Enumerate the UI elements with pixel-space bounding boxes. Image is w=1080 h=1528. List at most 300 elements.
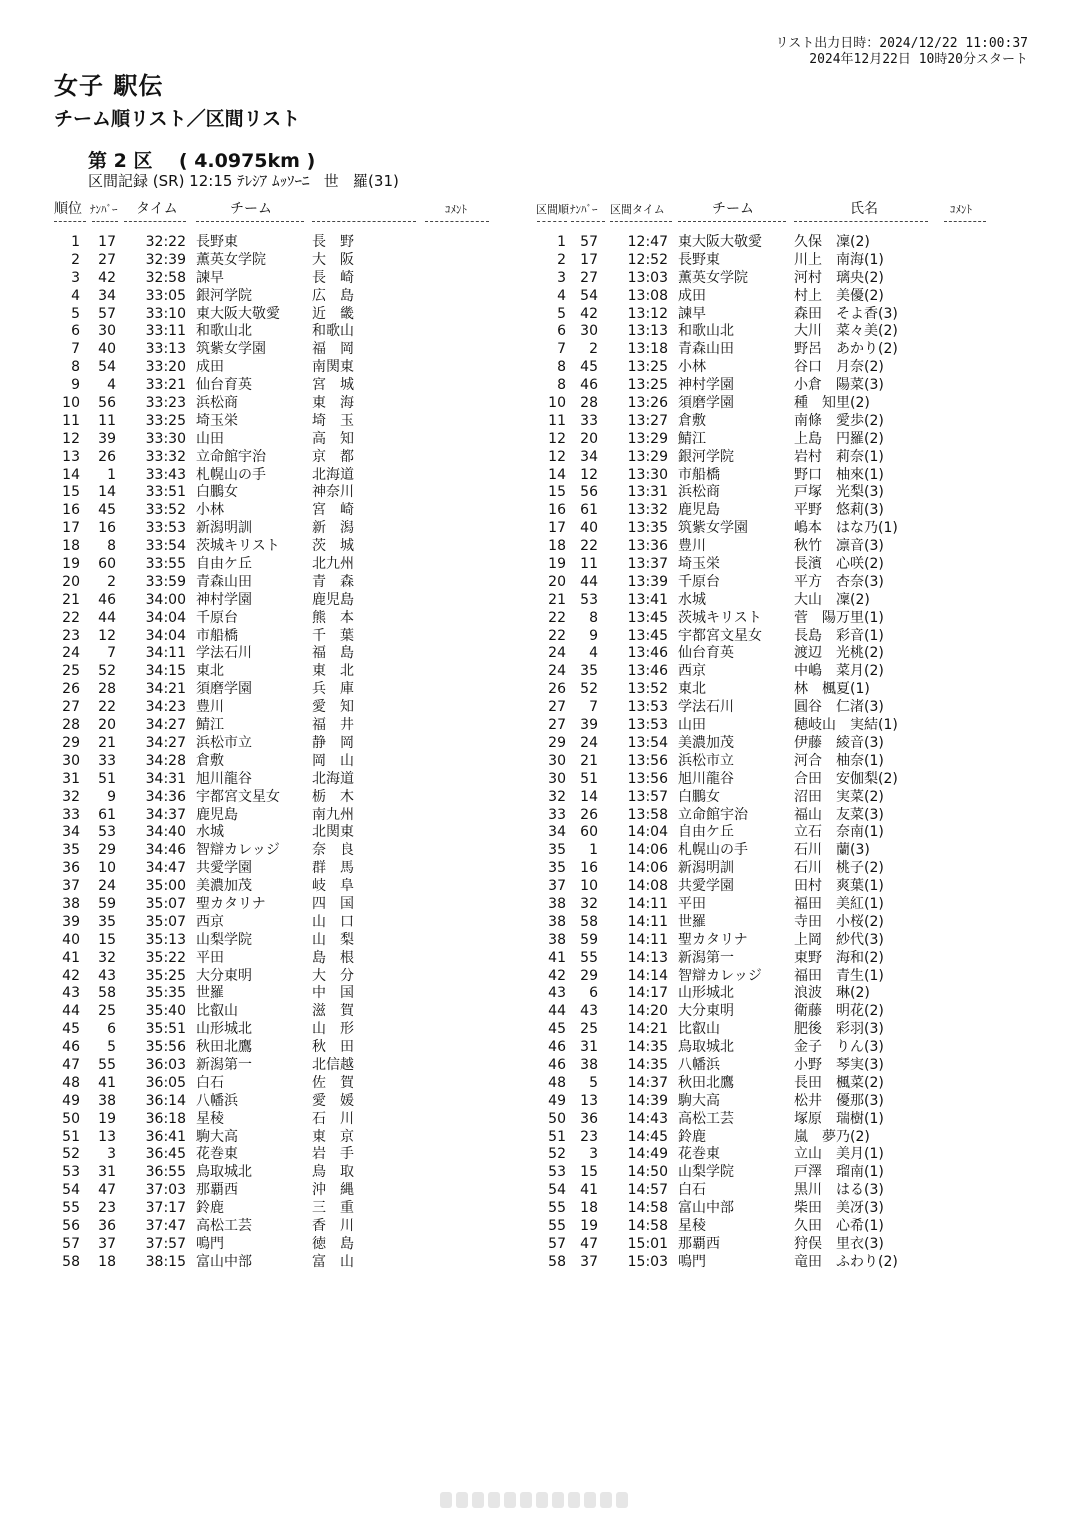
number-cell: 21 xyxy=(98,734,116,751)
rank-cell: 9 xyxy=(71,377,80,394)
table-row xyxy=(0,306,1080,324)
number-cell: 29 xyxy=(98,842,116,859)
team-cell: 東大阪大敬愛 xyxy=(196,305,280,322)
section-ranking-table xyxy=(0,234,1080,1272)
prefecture-cell: 宮 城 xyxy=(312,377,354,394)
section-rank-cell: 50 xyxy=(548,1110,566,1127)
runner-name-cell: 合田 安伽梨(2) xyxy=(794,770,898,787)
number-cell: 20 xyxy=(98,717,116,734)
number-cell: 11 xyxy=(98,412,116,429)
rank-cell: 48 xyxy=(62,1074,80,1091)
table-row xyxy=(0,341,1080,359)
team-cell: 平田 xyxy=(678,895,706,912)
prefecture-cell: 山 形 xyxy=(312,1021,354,1038)
time-cell: 32:39 xyxy=(145,251,186,268)
team-cell: 鳴門 xyxy=(678,1253,706,1270)
section-time-cell: 13:36 xyxy=(627,538,668,555)
output-meta xyxy=(776,36,1028,68)
time-cell: 34:47 xyxy=(145,860,186,877)
table-row xyxy=(0,1164,1080,1182)
number-cell: 24 xyxy=(98,878,116,895)
time-cell: 34:36 xyxy=(145,788,186,805)
number-cell: 46 xyxy=(580,377,598,394)
time-cell: 33:53 xyxy=(145,520,186,537)
section-rank-cell: 24 xyxy=(548,663,566,680)
section-rank-cell: 4 xyxy=(557,287,566,304)
time-cell: 35:51 xyxy=(145,1021,186,1038)
prefecture-cell: 四 国 xyxy=(312,895,354,912)
section-rank-cell: 6 xyxy=(557,323,566,340)
prefecture-cell: 愛 媛 xyxy=(312,1092,354,1109)
prefecture-cell: 奈 良 xyxy=(312,842,354,859)
team-cell: 星稜 xyxy=(196,1110,224,1127)
runner-name-cell: 渡辺 光桃(2) xyxy=(794,645,884,662)
rank-cell: 14 xyxy=(62,466,80,483)
prefecture-cell: 三 重 xyxy=(312,1200,354,1217)
rank-cell: 52 xyxy=(62,1146,80,1163)
header-comment: ｺﾒﾝﾄ xyxy=(445,203,467,216)
runner-name-cell: 竜田 ふわり(2) xyxy=(794,1253,898,1270)
number-cell: 33 xyxy=(98,752,116,769)
header-comment: ｺﾒﾝﾄ xyxy=(950,203,972,216)
section-rank-cell: 38 xyxy=(548,913,566,930)
header-team: チーム xyxy=(230,201,272,217)
section-time-cell: 13:08 xyxy=(627,287,668,304)
section-rank-cell: 2 xyxy=(557,251,566,268)
time-cell: 34:28 xyxy=(145,752,186,769)
section-time-cell: 14:58 xyxy=(627,1217,668,1234)
table-row xyxy=(0,663,1080,681)
number-cell: 7 xyxy=(589,699,598,716)
number-cell: 4 xyxy=(589,645,598,662)
section-rank-cell: 22 xyxy=(548,609,566,626)
table-row xyxy=(0,592,1080,610)
section-time-cell: 13:46 xyxy=(627,645,668,662)
time-cell: 34:40 xyxy=(145,824,186,841)
rank-cell: 16 xyxy=(62,502,80,519)
section-time-cell: 14:43 xyxy=(627,1110,668,1127)
team-cell: 東大阪大敬愛 xyxy=(678,234,762,250)
number-cell: 9 xyxy=(107,788,116,805)
number-cell: 35 xyxy=(98,913,116,930)
header-name: 氏名 xyxy=(850,201,878,217)
table-row xyxy=(0,574,1080,592)
time-cell: 35:40 xyxy=(145,1003,186,1020)
time-cell: 33:59 xyxy=(145,573,186,590)
section-rank-cell: 34 xyxy=(548,824,566,841)
rank-cell: 3 xyxy=(71,269,80,286)
table-row xyxy=(0,968,1080,986)
section-time-cell: 14:04 xyxy=(627,824,668,841)
number-cell: 22 xyxy=(580,538,598,555)
runner-name-cell: 嵐 夢乃(2) xyxy=(794,1128,870,1145)
number-cell: 25 xyxy=(580,1021,598,1038)
table-row xyxy=(0,950,1080,968)
rank-cell: 44 xyxy=(62,1003,80,1020)
number-cell: 41 xyxy=(580,1182,598,1199)
prefecture-cell: 北九州 xyxy=(312,556,354,573)
runner-name-cell: 久保 凜(2) xyxy=(794,234,870,250)
section-rank-cell: 22 xyxy=(548,627,566,644)
number-cell: 2 xyxy=(589,341,598,358)
section-time-cell: 14:11 xyxy=(627,895,668,912)
team-cell: 豊川 xyxy=(196,699,224,716)
prefecture-cell: 岡 山 xyxy=(312,752,354,769)
section-rank-cell: 52 xyxy=(548,1146,566,1163)
number-cell: 25 xyxy=(98,1003,116,1020)
rank-cell: 58 xyxy=(62,1253,80,1270)
table-row xyxy=(0,556,1080,574)
time-cell: 32:22 xyxy=(145,234,186,250)
rank-cell: 53 xyxy=(62,1164,80,1181)
prefecture-cell: 福 岡 xyxy=(312,341,354,358)
table-row xyxy=(0,502,1080,520)
team-cell: 水城 xyxy=(196,824,224,841)
section-time-cell: 13:03 xyxy=(627,269,668,286)
runner-name-cell: 黒川 はる(3) xyxy=(794,1182,884,1199)
section-time-cell: 14:50 xyxy=(627,1164,668,1181)
time-cell: 37:17 xyxy=(145,1200,186,1217)
prefecture-cell: 東 北 xyxy=(312,663,354,680)
prefecture-cell: 北海道 xyxy=(312,770,354,787)
section-rank-cell: 55 xyxy=(548,1200,566,1217)
section-time-cell: 13:29 xyxy=(627,448,668,465)
team-cell: 旭川龍谷 xyxy=(196,770,252,787)
section-time-cell: 13:57 xyxy=(627,788,668,805)
runner-name-cell: 嶋本 はな乃(1) xyxy=(794,520,898,537)
time-cell: 36:41 xyxy=(145,1128,186,1145)
table-row xyxy=(0,717,1080,735)
prefecture-cell: 香 川 xyxy=(312,1217,354,1234)
time-cell: 34:21 xyxy=(145,681,186,698)
section-rank-cell: 18 xyxy=(548,538,566,555)
table-row xyxy=(0,842,1080,860)
table-row xyxy=(0,914,1080,932)
team-cell: 駒大高 xyxy=(196,1128,238,1145)
runner-name-cell: 小倉 陽菜(3) xyxy=(794,377,884,394)
section-time-cell: 13:58 xyxy=(627,806,668,823)
table-row xyxy=(0,1039,1080,1057)
team-cell: 山梨学院 xyxy=(196,931,252,948)
runner-name-cell: 河合 柚奈(1) xyxy=(794,752,884,769)
prefecture-cell: 広 島 xyxy=(312,287,354,304)
prefecture-cell: 京 都 xyxy=(312,448,354,465)
number-cell: 57 xyxy=(580,234,598,250)
start-time: 2024年12月22日 10時20分スタート xyxy=(809,52,1028,67)
team-cell: 水城 xyxy=(678,591,706,608)
time-cell: 33:05 xyxy=(145,287,186,304)
rank-cell: 55 xyxy=(62,1200,80,1217)
section-rank-cell: 8 xyxy=(557,377,566,394)
rank-cell: 46 xyxy=(62,1039,80,1056)
team-cell: 鳥取城北 xyxy=(196,1164,252,1181)
section-rank-cell: 1 xyxy=(557,234,566,250)
section-rank-cell: 53 xyxy=(548,1164,566,1181)
section-rank-cell: 5 xyxy=(557,305,566,322)
number-cell: 44 xyxy=(580,573,598,590)
runner-name-cell: 南條 愛歩(2) xyxy=(794,412,884,429)
number-cell: 60 xyxy=(580,824,598,841)
rank-cell: 10 xyxy=(62,395,80,412)
section-rank-cell: 46 xyxy=(548,1039,566,1056)
section-time-cell: 14:13 xyxy=(627,949,668,966)
section-time-cell: 14:06 xyxy=(627,860,668,877)
table-row xyxy=(0,1129,1080,1147)
team-cell: 学法石川 xyxy=(678,699,734,716)
section-rank-cell: 30 xyxy=(548,752,566,769)
prefecture-cell: 沖 縄 xyxy=(312,1182,354,1199)
table-row xyxy=(0,735,1080,753)
runner-name-cell: 岩村 莉奈(1) xyxy=(794,448,884,465)
section-rank-cell: 41 xyxy=(548,949,566,966)
team-cell: 浜松市立 xyxy=(196,734,252,751)
runner-name-cell: 柴田 美冴(3) xyxy=(794,1200,884,1217)
prefecture-cell: 徳 島 xyxy=(312,1235,354,1252)
rank-cell: 22 xyxy=(62,609,80,626)
rank-cell: 25 xyxy=(62,663,80,680)
rank-cell: 29 xyxy=(62,734,80,751)
section-rank-cell: 35 xyxy=(548,842,566,859)
time-cell: 33:13 xyxy=(145,341,186,358)
number-cell: 45 xyxy=(580,359,598,376)
runner-name-cell: 中嶋 菜月(2) xyxy=(794,663,884,680)
team-cell: 新潟明訓 xyxy=(196,520,252,537)
section-time-cell: 13:53 xyxy=(627,717,668,734)
table-row xyxy=(0,323,1080,341)
time-cell: 33:52 xyxy=(145,502,186,519)
time-cell: 34:23 xyxy=(145,699,186,716)
time-cell: 33:43 xyxy=(145,466,186,483)
number-cell: 36 xyxy=(580,1110,598,1127)
number-cell: 38 xyxy=(98,1092,116,1109)
number-cell: 52 xyxy=(580,681,598,698)
team-cell: 神村学園 xyxy=(678,377,734,394)
section-rank-cell: 21 xyxy=(548,591,566,608)
prefecture-cell: 高 知 xyxy=(312,430,354,447)
rank-cell: 23 xyxy=(62,627,80,644)
section-rank-cell: 35 xyxy=(548,860,566,877)
team-cell: 銀河学院 xyxy=(196,287,252,304)
time-cell: 35:22 xyxy=(145,949,186,966)
time-cell: 33:10 xyxy=(145,305,186,322)
runner-name-cell: 石川 蘭(3) xyxy=(794,842,870,859)
runner-name-cell: 河村 璃央(2) xyxy=(794,269,884,286)
prefecture-cell: 東 京 xyxy=(312,1128,354,1145)
rank-cell: 38 xyxy=(62,895,80,912)
rank-cell: 26 xyxy=(62,681,80,698)
table-row xyxy=(0,467,1080,485)
table-row xyxy=(0,699,1080,717)
number-cell: 40 xyxy=(98,341,116,358)
number-cell: 18 xyxy=(580,1200,598,1217)
number-cell: 13 xyxy=(580,1092,598,1109)
table-row xyxy=(0,628,1080,646)
prefecture-cell: 静 岡 xyxy=(312,734,354,751)
team-cell: 那覇西 xyxy=(678,1235,720,1252)
header-number: ﾅﾝﾊﾞｰ xyxy=(90,203,118,216)
time-cell: 35:13 xyxy=(145,931,186,948)
section-time-cell: 14:37 xyxy=(627,1074,668,1091)
number-cell: 58 xyxy=(580,913,598,930)
number-cell: 34 xyxy=(580,448,598,465)
table-row xyxy=(0,1200,1080,1218)
team-cell: 那覇西 xyxy=(196,1182,238,1199)
prefecture-cell: 岐 阜 xyxy=(312,878,354,895)
prefecture-cell: 茨 城 xyxy=(312,538,354,555)
team-cell: 西京 xyxy=(678,663,706,680)
team-cell: 札幌山の手 xyxy=(196,466,266,483)
number-cell: 41 xyxy=(98,1074,116,1091)
number-cell: 14 xyxy=(580,788,598,805)
number-cell: 56 xyxy=(98,395,116,412)
team-cell: 鯖江 xyxy=(196,717,224,734)
table-row xyxy=(0,395,1080,413)
prefecture-cell: 富 山 xyxy=(312,1253,354,1270)
rank-cell: 11 xyxy=(62,412,80,429)
time-cell: 35:25 xyxy=(145,967,186,984)
team-cell: 駒大高 xyxy=(678,1092,720,1109)
time-cell: 35:56 xyxy=(145,1039,186,1056)
section-time-cell: 14:39 xyxy=(627,1092,668,1109)
rank-cell: 6 xyxy=(71,323,80,340)
watermark xyxy=(440,1492,650,1512)
team-cell: 聖カタリナ xyxy=(678,931,748,948)
team-cell: 須磨学園 xyxy=(678,395,734,412)
rank-cell: 56 xyxy=(62,1217,80,1234)
number-cell: 12 xyxy=(98,627,116,644)
runner-name-cell: 圓谷 仁渚(3) xyxy=(794,699,884,716)
prefecture-cell: 大 阪 xyxy=(312,251,354,268)
section-time-cell: 14:08 xyxy=(627,878,668,895)
rank-cell: 2 xyxy=(71,251,80,268)
number-cell: 60 xyxy=(98,556,116,573)
runner-name-cell: 平方 杏奈(3) xyxy=(794,573,884,590)
prefecture-cell: 千 葉 xyxy=(312,627,354,644)
section-rank-cell: 32 xyxy=(548,788,566,805)
runner-name-cell: 立石 奈南(1) xyxy=(794,824,884,841)
rank-cell: 18 xyxy=(62,538,80,555)
header-team: チーム xyxy=(712,201,754,217)
runner-name-cell: 野口 柚來(1) xyxy=(794,466,884,483)
time-cell: 36:45 xyxy=(145,1146,186,1163)
number-cell: 37 xyxy=(98,1235,116,1252)
number-cell: 39 xyxy=(580,717,598,734)
runner-name-cell: 戸塚 光梨(3) xyxy=(794,484,884,501)
runner-name-cell: 松井 優那(3) xyxy=(794,1092,884,1109)
section-time-cell: 13:30 xyxy=(627,466,668,483)
rank-cell: 20 xyxy=(62,573,80,590)
team-cell: 成田 xyxy=(196,359,224,376)
time-cell: 37:47 xyxy=(145,1217,186,1234)
time-cell: 36:55 xyxy=(145,1164,186,1181)
table-row xyxy=(0,1236,1080,1254)
team-cell: 白鵬女 xyxy=(678,788,720,805)
runner-name-cell: 福山 友菜(3) xyxy=(794,806,884,823)
number-cell: 59 xyxy=(98,895,116,912)
section-time-cell: 13:52 xyxy=(627,681,668,698)
table-row xyxy=(0,413,1080,431)
section-time-cell: 13:29 xyxy=(627,430,668,447)
number-cell: 8 xyxy=(107,538,116,555)
runner-name-cell: 上岡 紗代(3) xyxy=(794,931,884,948)
runner-name-cell: 林 楓夏(1) xyxy=(794,681,870,698)
time-cell: 33:55 xyxy=(145,556,186,573)
team-cell: 智辯カレッジ xyxy=(196,842,280,859)
number-cell: 19 xyxy=(580,1217,598,1234)
section-time-cell: 13:53 xyxy=(627,699,668,716)
rank-cell: 34 xyxy=(62,824,80,841)
section-time-cell: 14:11 xyxy=(627,931,668,948)
section-record: 区間記録 (SR) 12:15 ﾃﾚｼｱ ﾑｯｿｰﾆ 世 羅(31) xyxy=(88,172,399,190)
prefecture-cell: 鹿児島 xyxy=(312,591,354,608)
prefecture-cell: 栃 木 xyxy=(312,788,354,805)
runner-name-cell: 森田 そよ香(3) xyxy=(794,305,898,322)
table-row xyxy=(0,932,1080,950)
runner-name-cell: 村上 美優(2) xyxy=(794,287,884,304)
prefecture-cell: 鳥 取 xyxy=(312,1164,354,1181)
team-cell: 世羅 xyxy=(678,913,706,930)
rank-cell: 45 xyxy=(62,1021,80,1038)
number-cell: 44 xyxy=(98,609,116,626)
prefecture-cell: 近 畿 xyxy=(312,305,354,322)
team-cell: 埼玉栄 xyxy=(678,556,720,573)
table-row xyxy=(0,771,1080,789)
runner-name-cell: 長濱 心咲(2) xyxy=(794,556,884,573)
number-cell: 5 xyxy=(589,1074,598,1091)
rank-cell: 51 xyxy=(62,1128,80,1145)
prefecture-cell: 南関東 xyxy=(312,359,354,376)
number-cell: 28 xyxy=(98,681,116,698)
section-rank-cell: 58 xyxy=(548,1253,566,1270)
number-cell: 30 xyxy=(580,323,598,340)
runner-name-cell: 野呂 あかり(2) xyxy=(794,341,898,358)
prefecture-cell: 山 梨 xyxy=(312,931,354,948)
number-cell: 8 xyxy=(589,609,598,626)
prefecture-cell: 愛 知 xyxy=(312,699,354,716)
runner-name-cell: 上島 円羅(2) xyxy=(794,430,884,447)
time-cell: 33:21 xyxy=(145,377,186,394)
section-time-cell: 13:37 xyxy=(627,556,668,573)
runner-name-cell: 寺田 小桜(2) xyxy=(794,913,884,930)
team-cell: 平田 xyxy=(196,949,224,966)
section-rank-cell: 33 xyxy=(548,806,566,823)
section-rank-cell: 16 xyxy=(548,502,566,519)
number-cell: 46 xyxy=(98,591,116,608)
number-cell: 42 xyxy=(98,269,116,286)
rank-cell: 27 xyxy=(62,699,80,716)
number-cell: 22 xyxy=(98,699,116,716)
number-cell: 61 xyxy=(98,806,116,823)
table-row xyxy=(0,1182,1080,1200)
prefecture-cell: 埼 玉 xyxy=(312,412,354,429)
section-rank-cell: 19 xyxy=(548,556,566,573)
number-cell: 52 xyxy=(98,663,116,680)
team-cell: 山形城北 xyxy=(678,985,734,1002)
time-cell: 33:32 xyxy=(145,448,186,465)
team-cell: 長野東 xyxy=(678,251,720,268)
runner-name-cell: 福田 美紅(1) xyxy=(794,895,884,912)
number-cell: 55 xyxy=(580,949,598,966)
section-rank-cell: 30 xyxy=(548,770,566,787)
table-row xyxy=(0,484,1080,502)
number-cell: 17 xyxy=(580,251,598,268)
rank-cell: 24 xyxy=(62,645,80,662)
team-cell: 宇都宮文星女 xyxy=(678,627,762,644)
section-time-cell: 14:58 xyxy=(627,1200,668,1217)
time-cell: 34:27 xyxy=(145,717,186,734)
number-cell: 3 xyxy=(107,1146,116,1163)
prefecture-cell: 神奈川 xyxy=(312,484,354,501)
